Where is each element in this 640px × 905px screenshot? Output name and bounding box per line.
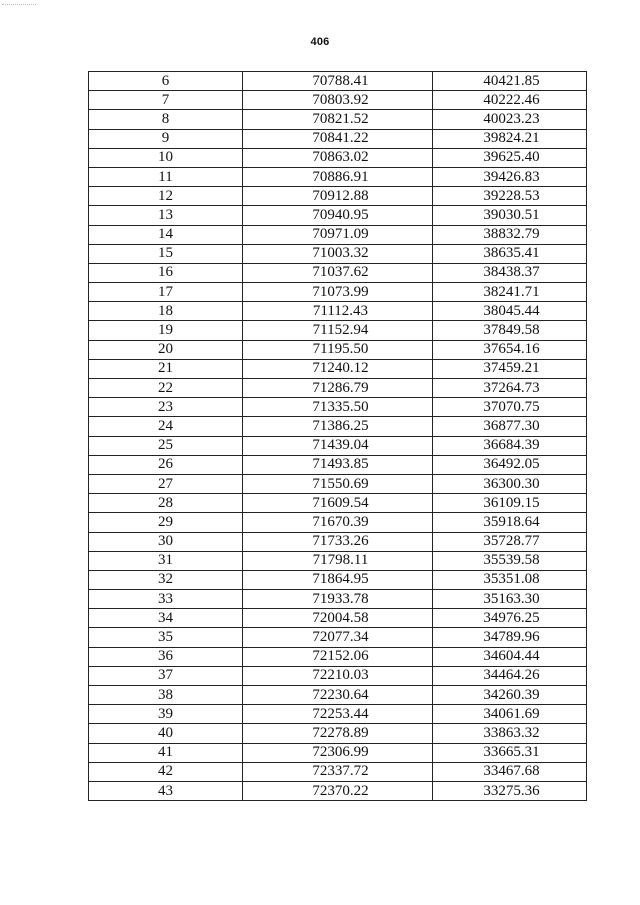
- table-row: [89, 417, 587, 436]
- table-row: [89, 609, 587, 628]
- table-row: [89, 666, 587, 685]
- table-row: [89, 570, 587, 589]
- y-coordinate-cell: 33275.36: [433, 781, 587, 800]
- x-coordinate-cell: 72278.89: [243, 724, 433, 743]
- table-row: [89, 513, 587, 532]
- table-row: [89, 148, 587, 167]
- table-row: [89, 724, 587, 743]
- point-number-cell: 28: [89, 494, 243, 513]
- point-number-cell: 8: [89, 110, 243, 129]
- y-coordinate-cell: 38832.79: [433, 225, 587, 244]
- table-row: [89, 532, 587, 551]
- point-number-cell: 26: [89, 455, 243, 474]
- x-coordinate-cell: 71550.69: [243, 474, 433, 493]
- table-row: [89, 743, 587, 762]
- y-coordinate-cell: 39625.40: [433, 148, 587, 167]
- x-coordinate-cell: 72077.34: [243, 628, 433, 647]
- table-row: [89, 762, 587, 781]
- table-row: [89, 340, 587, 359]
- point-number-cell: 12: [89, 187, 243, 206]
- table-row: [89, 302, 587, 321]
- table-row: [89, 263, 587, 282]
- y-coordinate-cell: 34061.69: [433, 705, 587, 724]
- y-coordinate-cell: 33665.31: [433, 743, 587, 762]
- y-coordinate-cell: 35163.30: [433, 590, 587, 609]
- point-number-cell: 21: [89, 359, 243, 378]
- x-coordinate-cell: 72152.06: [243, 647, 433, 666]
- table-row: [89, 359, 587, 378]
- table-row: [89, 379, 587, 398]
- table-row: [89, 321, 587, 340]
- point-number-cell: 7: [89, 91, 243, 110]
- y-coordinate-cell: 36877.30: [433, 417, 587, 436]
- point-number-cell: 11: [89, 167, 243, 186]
- table-row: [89, 110, 587, 129]
- table-row: [89, 206, 587, 225]
- page-number: 406: [310, 36, 330, 48]
- x-coordinate-cell: 70788.41: [243, 72, 433, 91]
- x-coordinate-cell: 71609.54: [243, 494, 433, 513]
- y-coordinate-cell: 39426.83: [433, 167, 587, 186]
- point-number-cell: 33: [89, 590, 243, 609]
- table-row: [89, 686, 587, 705]
- table-row: [89, 474, 587, 493]
- table-row: [89, 436, 587, 455]
- x-coordinate-cell: 72253.44: [243, 705, 433, 724]
- table-row: [89, 781, 587, 800]
- point-number-cell: 24: [89, 417, 243, 436]
- x-coordinate-cell: 70886.91: [243, 167, 433, 186]
- point-number-cell: 36: [89, 647, 243, 666]
- x-coordinate-cell: 70912.88: [243, 187, 433, 206]
- y-coordinate-cell: 36684.39: [433, 436, 587, 455]
- y-coordinate-cell: 39030.51: [433, 206, 587, 225]
- y-coordinate-cell: 39824.21: [433, 129, 587, 148]
- point-number-cell: 16: [89, 263, 243, 282]
- point-number-cell: 34: [89, 609, 243, 628]
- x-coordinate-cell: 71439.04: [243, 436, 433, 455]
- point-number-cell: 40: [89, 724, 243, 743]
- x-coordinate-cell: 72370.22: [243, 781, 433, 800]
- point-number-cell: 14: [89, 225, 243, 244]
- x-coordinate-cell: 71037.62: [243, 263, 433, 282]
- x-coordinate-cell: 71933.78: [243, 590, 433, 609]
- point-number-cell: 6: [89, 72, 243, 91]
- x-coordinate-cell: 70841.22: [243, 129, 433, 148]
- point-number-cell: 32: [89, 570, 243, 589]
- table-row: [89, 628, 587, 647]
- x-coordinate-cell: 70971.09: [243, 225, 433, 244]
- point-number-cell: 15: [89, 244, 243, 263]
- x-coordinate-cell: 71152.94: [243, 321, 433, 340]
- table-row: [89, 551, 587, 570]
- point-number-cell: 23: [89, 398, 243, 417]
- y-coordinate-cell: 37264.73: [433, 379, 587, 398]
- table-row: [89, 129, 587, 148]
- x-coordinate-cell: 71073.99: [243, 283, 433, 302]
- x-coordinate-cell: 70940.95: [243, 206, 433, 225]
- point-number-cell: 31: [89, 551, 243, 570]
- table-row: [89, 398, 587, 417]
- point-number-cell: 20: [89, 340, 243, 359]
- y-coordinate-cell: 36300.30: [433, 474, 587, 493]
- point-number-cell: 22: [89, 379, 243, 398]
- x-coordinate-cell: 71864.95: [243, 570, 433, 589]
- y-coordinate-cell: 35351.08: [433, 570, 587, 589]
- coordinates-table: [88, 71, 587, 801]
- table-row: [89, 225, 587, 244]
- y-coordinate-cell: 34976.25: [433, 609, 587, 628]
- x-coordinate-cell: 72004.58: [243, 609, 433, 628]
- y-coordinate-cell: 35539.58: [433, 551, 587, 570]
- y-coordinate-cell: 38241.71: [433, 283, 587, 302]
- y-coordinate-cell: 40023.23: [433, 110, 587, 129]
- x-coordinate-cell: 71493.85: [243, 455, 433, 474]
- x-coordinate-cell: 71335.50: [243, 398, 433, 417]
- table-row: [89, 244, 587, 263]
- y-coordinate-cell: 40222.46: [433, 91, 587, 110]
- y-coordinate-cell: 38438.37: [433, 263, 587, 282]
- y-coordinate-cell: 34604.44: [433, 647, 587, 666]
- point-number-cell: 27: [89, 474, 243, 493]
- x-coordinate-cell: 71733.26: [243, 532, 433, 551]
- y-coordinate-cell: 34260.39: [433, 686, 587, 705]
- table-row: [89, 167, 587, 186]
- x-coordinate-cell: 70803.92: [243, 91, 433, 110]
- table-row: [89, 494, 587, 513]
- table-row: [89, 705, 587, 724]
- x-coordinate-cell: 70863.02: [243, 148, 433, 167]
- coordinates-table-body: [89, 72, 587, 801]
- point-number-cell: 18: [89, 302, 243, 321]
- table-row: [89, 187, 587, 206]
- x-coordinate-cell: 72230.64: [243, 686, 433, 705]
- point-number-cell: 17: [89, 283, 243, 302]
- table-row: [89, 72, 587, 91]
- point-number-cell: 29: [89, 513, 243, 532]
- y-coordinate-cell: 35918.64: [433, 513, 587, 532]
- y-coordinate-cell: 37459.21: [433, 359, 587, 378]
- point-number-cell: 9: [89, 129, 243, 148]
- table-row: [89, 455, 587, 474]
- point-number-cell: 30: [89, 532, 243, 551]
- table-row: [89, 590, 587, 609]
- point-number-cell: 19: [89, 321, 243, 340]
- point-number-cell: 35: [89, 628, 243, 647]
- point-number-cell: 13: [89, 206, 243, 225]
- y-coordinate-cell: 38045.44: [433, 302, 587, 321]
- point-number-cell: 10: [89, 148, 243, 167]
- y-coordinate-cell: 34789.96: [433, 628, 587, 647]
- table-row: [89, 647, 587, 666]
- x-coordinate-cell: 71112.43: [243, 302, 433, 321]
- point-number-cell: 42: [89, 762, 243, 781]
- x-coordinate-cell: 71286.79: [243, 379, 433, 398]
- y-coordinate-cell: 40421.85: [433, 72, 587, 91]
- x-coordinate-cell: 71798.11: [243, 551, 433, 570]
- x-coordinate-cell: 72306.99: [243, 743, 433, 762]
- y-coordinate-cell: 35728.77: [433, 532, 587, 551]
- y-coordinate-cell: 36492.05: [433, 455, 587, 474]
- x-coordinate-cell: 70821.52: [243, 110, 433, 129]
- y-coordinate-cell: 38635.41: [433, 244, 587, 263]
- point-number-cell: 38: [89, 686, 243, 705]
- y-coordinate-cell: 39228.53: [433, 187, 587, 206]
- y-coordinate-cell: 37070.75: [433, 398, 587, 417]
- x-coordinate-cell: 71670.39: [243, 513, 433, 532]
- y-coordinate-cell: 33467.68: [433, 762, 587, 781]
- y-coordinate-cell: 33863.32: [433, 724, 587, 743]
- x-coordinate-cell: 72210.03: [243, 666, 433, 685]
- point-number-cell: 39: [89, 705, 243, 724]
- x-coordinate-cell: 71240.12: [243, 359, 433, 378]
- table-row: [89, 91, 587, 110]
- x-coordinate-cell: 71386.25: [243, 417, 433, 436]
- point-number-cell: 43: [89, 781, 243, 800]
- scan-artifact-mark: [2, 4, 36, 5]
- table-row: [89, 283, 587, 302]
- x-coordinate-cell: 71195.50: [243, 340, 433, 359]
- point-number-cell: 41: [89, 743, 243, 762]
- y-coordinate-cell: 37654.16: [433, 340, 587, 359]
- x-coordinate-cell: 72337.72: [243, 762, 433, 781]
- point-number-cell: 25: [89, 436, 243, 455]
- point-number-cell: 37: [89, 666, 243, 685]
- y-coordinate-cell: 37849.58: [433, 321, 587, 340]
- y-coordinate-cell: 36109.15: [433, 494, 587, 513]
- y-coordinate-cell: 34464.26: [433, 666, 587, 685]
- x-coordinate-cell: 71003.32: [243, 244, 433, 263]
